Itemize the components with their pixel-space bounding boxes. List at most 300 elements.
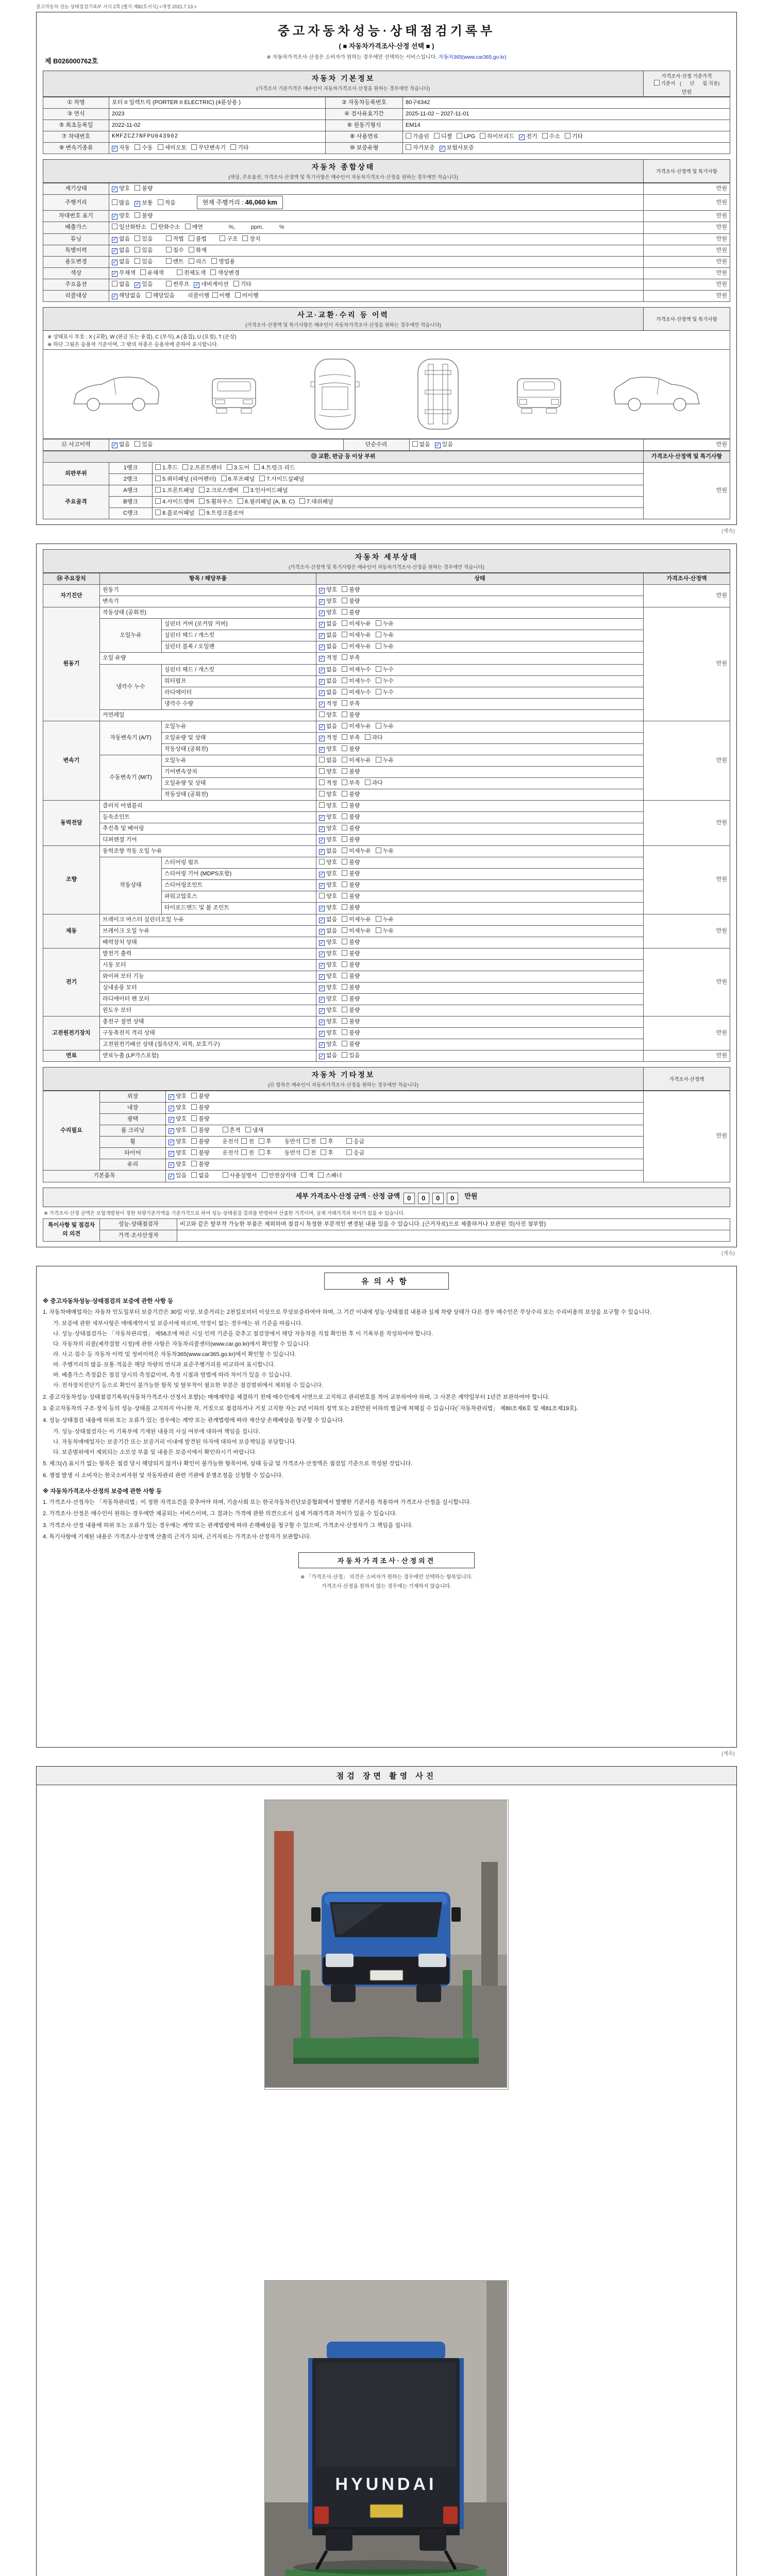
checkbox-unchecked-icon[interactable] bbox=[155, 476, 161, 481]
checkbox-checked-icon[interactable]: ✓ bbox=[320, 1054, 324, 1060]
checkbox-checked-icon[interactable]: ✓ bbox=[112, 248, 117, 254]
checkbox-unchecked-icon[interactable] bbox=[233, 281, 239, 286]
checkbox-unchecked-icon[interactable] bbox=[342, 734, 347, 740]
checkbox-option[interactable] bbox=[319, 700, 337, 708]
checkbox-unchecked-icon[interactable] bbox=[342, 677, 347, 683]
checkbox-option[interactable] bbox=[365, 779, 383, 788]
checkbox-checked-icon[interactable]: ✓ bbox=[320, 735, 324, 741]
checkbox-checked-icon[interactable]: ✓ bbox=[169, 1106, 174, 1112]
checkbox-option[interactable] bbox=[342, 824, 360, 833]
checkbox-unchecked-icon[interactable] bbox=[342, 848, 347, 853]
checkbox-option[interactable] bbox=[245, 1126, 263, 1135]
checkbox-option[interactable] bbox=[480, 132, 514, 141]
checkbox-option[interactable] bbox=[319, 631, 337, 640]
checkbox-option[interactable] bbox=[319, 1029, 337, 1038]
checkbox-option[interactable] bbox=[319, 984, 337, 992]
checkbox-option[interactable] bbox=[112, 258, 130, 266]
checkbox-unchecked-icon[interactable] bbox=[158, 144, 163, 150]
checkbox-option[interactable] bbox=[319, 1006, 337, 1015]
checkbox-option[interactable] bbox=[112, 199, 130, 208]
checkbox-unchecked-icon[interactable] bbox=[155, 498, 161, 504]
checkbox-unchecked-icon[interactable] bbox=[565, 133, 570, 139]
checkbox-unchecked-icon[interactable] bbox=[230, 144, 236, 150]
checkbox-option[interactable] bbox=[227, 464, 249, 472]
checkbox-checked-icon[interactable]: ✓ bbox=[169, 1094, 174, 1100]
checkbox-unchecked-icon[interactable] bbox=[155, 510, 161, 515]
checkbox-unchecked-icon[interactable] bbox=[342, 609, 347, 615]
checkbox-option[interactable] bbox=[185, 223, 203, 232]
checkbox-checked-icon[interactable]: ✓ bbox=[320, 815, 324, 821]
checkbox-option[interactable] bbox=[342, 597, 360, 606]
checkbox-unchecked-icon[interactable] bbox=[342, 654, 347, 660]
checkbox-unchecked-icon[interactable] bbox=[199, 487, 205, 493]
checkbox-option[interactable] bbox=[319, 1040, 337, 1049]
checkbox-checked-icon[interactable]: ✓ bbox=[435, 442, 440, 448]
checkbox-unchecked-icon[interactable] bbox=[112, 199, 117, 205]
checkbox-checked-icon[interactable]: ✓ bbox=[320, 1031, 324, 1037]
checkbox-option[interactable] bbox=[319, 1052, 337, 1060]
checkbox-option[interactable] bbox=[220, 235, 238, 244]
checkbox-unchecked-icon[interactable] bbox=[166, 281, 172, 286]
checkbox-option[interactable] bbox=[342, 938, 360, 947]
checkbox-unchecked-icon[interactable] bbox=[135, 258, 140, 264]
checkbox-option[interactable] bbox=[319, 745, 337, 754]
checkbox-option[interactable] bbox=[199, 486, 238, 495]
checkbox-option[interactable] bbox=[112, 184, 130, 193]
checkbox-option[interactable] bbox=[376, 688, 394, 697]
checkbox-unchecked-icon[interactable] bbox=[342, 689, 347, 694]
checkbox-option[interactable] bbox=[342, 802, 360, 810]
checkbox-option[interactable] bbox=[135, 258, 153, 266]
checkbox-option[interactable] bbox=[376, 916, 394, 924]
checkbox-checked-icon[interactable]: ✓ bbox=[320, 747, 324, 753]
checkbox-unchecked-icon[interactable] bbox=[346, 1149, 352, 1155]
checkbox-option[interactable] bbox=[112, 144, 130, 152]
checkbox-option[interactable] bbox=[135, 280, 153, 289]
checkbox-option[interactable] bbox=[342, 790, 360, 799]
checkbox-unchecked-icon[interactable] bbox=[342, 1052, 347, 1058]
checkbox-checked-icon[interactable]: ✓ bbox=[320, 622, 324, 628]
checkbox-unchecked-icon[interactable] bbox=[342, 927, 347, 933]
checkbox-option[interactable] bbox=[189, 258, 207, 266]
checkbox-option[interactable] bbox=[342, 927, 371, 936]
checkbox-option[interactable] bbox=[519, 132, 537, 141]
checkbox-option[interactable] bbox=[191, 1126, 209, 1135]
checkbox-checked-icon[interactable]: ✓ bbox=[320, 599, 324, 605]
checkbox-option[interactable] bbox=[135, 440, 153, 449]
checkbox-option[interactable] bbox=[319, 950, 337, 958]
checkbox-unchecked-icon[interactable] bbox=[301, 1172, 307, 1178]
checkbox-option[interactable] bbox=[155, 509, 194, 518]
checkbox-checked-icon[interactable]: ✓ bbox=[320, 974, 324, 980]
checkbox-option[interactable] bbox=[319, 916, 337, 924]
checkbox-unchecked-icon[interactable] bbox=[457, 133, 462, 139]
checkbox-option[interactable] bbox=[319, 688, 337, 697]
checkbox-checked-icon[interactable]: ✓ bbox=[169, 1162, 174, 1168]
checkbox-unchecked-icon[interactable] bbox=[235, 292, 241, 298]
checkbox-option[interactable] bbox=[169, 1126, 187, 1135]
checkbox-option[interactable] bbox=[342, 666, 371, 674]
checkbox-option[interactable] bbox=[169, 1115, 187, 1124]
checkbox-unchecked-icon[interactable] bbox=[262, 1172, 267, 1178]
checkbox-checked-icon[interactable]: ✓ bbox=[112, 236, 117, 243]
checkbox-unchecked-icon[interactable] bbox=[241, 1138, 247, 1144]
checkbox-option[interactable] bbox=[406, 132, 429, 141]
checkbox-unchecked-icon[interactable] bbox=[321, 1138, 326, 1144]
checkbox-unchecked-icon[interactable] bbox=[155, 464, 161, 470]
checkbox-option[interactable] bbox=[166, 280, 190, 289]
checkbox-checked-icon[interactable]: ✓ bbox=[320, 849, 324, 855]
checkbox-unchecked-icon[interactable] bbox=[304, 1138, 309, 1144]
checkbox-option[interactable] bbox=[319, 1018, 337, 1026]
checkbox-unchecked-icon[interactable] bbox=[434, 133, 440, 139]
checkbox-option[interactable] bbox=[342, 1006, 360, 1015]
checkbox-option[interactable] bbox=[191, 1115, 209, 1124]
checkbox-unchecked-icon[interactable] bbox=[259, 476, 265, 481]
checkbox-option[interactable] bbox=[243, 486, 288, 495]
checkbox-unchecked-icon[interactable] bbox=[191, 1149, 197, 1155]
checkbox-option[interactable] bbox=[112, 246, 130, 255]
checkbox-unchecked-icon[interactable] bbox=[191, 1172, 197, 1178]
checkbox-option[interactable] bbox=[166, 246, 184, 255]
checkbox-option[interactable] bbox=[189, 235, 207, 244]
checkbox-option[interactable] bbox=[189, 246, 207, 255]
checkbox-unchecked-icon[interactable] bbox=[342, 893, 347, 899]
checkbox-option[interactable] bbox=[112, 235, 130, 244]
checkbox-option[interactable] bbox=[169, 1160, 187, 1169]
checkbox-option[interactable] bbox=[342, 972, 360, 981]
checkbox-option[interactable] bbox=[112, 269, 136, 278]
checkbox-option[interactable] bbox=[342, 1052, 360, 1060]
checkbox-option[interactable] bbox=[155, 486, 194, 495]
checkbox-unchecked-icon[interactable] bbox=[135, 185, 140, 191]
checkbox-checked-icon[interactable]: ✓ bbox=[320, 917, 324, 923]
checkbox-checked-icon[interactable]: ✓ bbox=[320, 1042, 324, 1048]
checkbox-checked-icon[interactable]: ✓ bbox=[320, 690, 324, 696]
checkbox-option[interactable] bbox=[342, 734, 360, 742]
checkbox-unchecked-icon[interactable] bbox=[342, 779, 347, 785]
checkbox-unchecked-icon[interactable] bbox=[189, 258, 194, 264]
checkbox-option[interactable] bbox=[342, 892, 360, 901]
checkbox-unchecked-icon[interactable] bbox=[321, 1149, 326, 1155]
checkbox-option[interactable] bbox=[319, 711, 337, 720]
checkbox-option[interactable] bbox=[210, 269, 240, 278]
checkbox-unchecked-icon[interactable] bbox=[480, 133, 485, 139]
checkbox-option[interactable] bbox=[299, 498, 333, 506]
checkbox-unchecked-icon[interactable] bbox=[259, 1138, 264, 1144]
checkbox-checked-icon[interactable]: ✓ bbox=[320, 940, 324, 946]
checkbox-option[interactable] bbox=[342, 847, 371, 856]
checkbox-option[interactable] bbox=[342, 881, 360, 890]
checkbox-option[interactable] bbox=[151, 223, 180, 232]
checkbox-unchecked-icon[interactable] bbox=[342, 973, 347, 978]
checkbox-unchecked-icon[interactable] bbox=[376, 620, 381, 626]
checkbox-unchecked-icon[interactable] bbox=[342, 1018, 347, 1024]
checkbox-option[interactable] bbox=[169, 1138, 187, 1146]
checkbox-option[interactable] bbox=[346, 1149, 364, 1158]
checkbox-option[interactable] bbox=[235, 292, 259, 300]
checkbox-unchecked-icon[interactable] bbox=[140, 269, 146, 275]
checkbox-checked-icon[interactable]: ✓ bbox=[320, 1019, 324, 1025]
checkbox-checked-icon[interactable]: ✓ bbox=[320, 985, 324, 991]
checkbox-option[interactable] bbox=[191, 1149, 209, 1158]
checkbox-option[interactable] bbox=[376, 927, 394, 936]
checkbox-unchecked-icon[interactable] bbox=[342, 836, 347, 842]
checkbox-unchecked-icon[interactable] bbox=[376, 927, 381, 933]
checkbox-unchecked-icon[interactable] bbox=[342, 825, 347, 831]
checkbox-option[interactable] bbox=[342, 768, 360, 776]
checkbox-unchecked-icon[interactable] bbox=[223, 1172, 228, 1178]
checkbox-option[interactable] bbox=[342, 586, 360, 595]
checkbox-option[interactable] bbox=[342, 700, 360, 708]
checkbox-checked-icon[interactable]: ✓ bbox=[112, 442, 117, 448]
checkbox-unchecked-icon[interactable] bbox=[342, 700, 347, 706]
checkbox-unchecked-icon[interactable] bbox=[342, 643, 347, 649]
checkbox-unchecked-icon[interactable] bbox=[151, 224, 157, 229]
checkbox-unchecked-icon[interactable] bbox=[220, 235, 225, 241]
checkbox-option[interactable] bbox=[230, 144, 248, 152]
checkbox-checked-icon[interactable]: ✓ bbox=[320, 838, 324, 844]
checkbox-option[interactable] bbox=[457, 132, 475, 141]
checkbox-checked-icon[interactable]: ✓ bbox=[320, 883, 324, 889]
checkbox-unchecked-icon[interactable] bbox=[238, 498, 243, 504]
checkbox-unchecked-icon[interactable] bbox=[135, 144, 140, 150]
checkbox-option[interactable] bbox=[211, 258, 235, 266]
checkbox-unchecked-icon[interactable] bbox=[342, 598, 347, 603]
checkbox-option[interactable] bbox=[166, 258, 184, 266]
checkbox-unchecked-icon[interactable] bbox=[189, 247, 194, 252]
checkbox-checked-icon[interactable]: ✓ bbox=[135, 282, 140, 288]
checkbox-option[interactable] bbox=[254, 464, 295, 472]
checkbox-option[interactable] bbox=[342, 984, 360, 992]
checkbox-option[interactable] bbox=[304, 1138, 316, 1146]
checkbox-checked-icon[interactable]: ✓ bbox=[320, 906, 324, 912]
checkbox-checked-icon[interactable]: ✓ bbox=[519, 134, 524, 141]
checkbox-option[interactable] bbox=[259, 475, 304, 484]
checkbox-checked-icon[interactable]: ✓ bbox=[112, 214, 117, 220]
checkbox-unchecked-icon[interactable] bbox=[542, 133, 548, 139]
checkbox-checked-icon[interactable]: ✓ bbox=[135, 201, 140, 207]
checkbox-option[interactable] bbox=[342, 756, 371, 765]
checkbox-option[interactable] bbox=[654, 79, 676, 87]
checkbox-option[interactable] bbox=[342, 722, 371, 731]
checkbox-option[interactable] bbox=[376, 666, 394, 674]
checkbox-option[interactable] bbox=[319, 870, 337, 878]
checkbox-unchecked-icon[interactable] bbox=[342, 620, 347, 626]
checkbox-unchecked-icon[interactable] bbox=[245, 1127, 251, 1132]
checkbox-unchecked-icon[interactable] bbox=[243, 487, 249, 493]
checkbox-option[interactable] bbox=[376, 642, 394, 651]
checkbox-checked-icon[interactable]: ✓ bbox=[320, 679, 324, 685]
checkbox-option[interactable] bbox=[155, 475, 216, 484]
checkbox-option[interactable] bbox=[319, 597, 337, 606]
checkbox-checked-icon[interactable]: ✓ bbox=[320, 928, 324, 935]
checkbox-option[interactable] bbox=[112, 280, 130, 289]
checkbox-option[interactable] bbox=[435, 440, 453, 449]
subnote-link[interactable]: 자동차365(www.car365.go.kr) bbox=[438, 55, 507, 60]
checkbox-option[interactable] bbox=[301, 1172, 314, 1180]
checkbox-checked-icon[interactable]: ✓ bbox=[169, 1174, 174, 1180]
checkbox-option[interactable] bbox=[194, 280, 228, 289]
checkbox-checked-icon[interactable]: ✓ bbox=[320, 962, 324, 969]
checkbox-checked-icon[interactable]: ✓ bbox=[320, 826, 324, 833]
checkbox-option[interactable] bbox=[342, 745, 360, 754]
checkbox-unchecked-icon[interactable] bbox=[342, 916, 347, 922]
checkbox-unchecked-icon[interactable] bbox=[319, 791, 325, 796]
checkbox-option[interactable] bbox=[319, 904, 337, 912]
checkbox-option[interactable] bbox=[319, 722, 337, 731]
checkbox-option[interactable] bbox=[342, 779, 360, 788]
checkbox-unchecked-icon[interactable] bbox=[318, 1172, 324, 1178]
checkbox-option[interactable] bbox=[169, 1104, 187, 1112]
checkbox-option[interactable] bbox=[135, 184, 153, 193]
checkbox-option[interactable] bbox=[319, 824, 337, 833]
checkbox-unchecked-icon[interactable] bbox=[376, 666, 381, 672]
checkbox-option[interactable] bbox=[319, 768, 337, 776]
checkbox-option[interactable] bbox=[346, 1138, 364, 1146]
checkbox-option[interactable] bbox=[342, 904, 360, 912]
checkbox-checked-icon[interactable]: ✓ bbox=[194, 282, 199, 288]
checkbox-unchecked-icon[interactable] bbox=[319, 768, 325, 774]
checkbox-option[interactable] bbox=[319, 779, 337, 788]
checkbox-option[interactable] bbox=[342, 1018, 360, 1026]
checkbox-unchecked-icon[interactable] bbox=[376, 848, 381, 853]
checkbox-option[interactable] bbox=[112, 292, 141, 300]
checkbox-option[interactable] bbox=[440, 144, 474, 152]
checkbox-option[interactable] bbox=[155, 498, 194, 506]
checkbox-unchecked-icon[interactable] bbox=[376, 916, 381, 922]
checkbox-unchecked-icon[interactable] bbox=[342, 995, 347, 1001]
checkbox-unchecked-icon[interactable] bbox=[654, 80, 660, 86]
checkbox-option[interactable] bbox=[223, 1172, 257, 1180]
checkbox-option[interactable] bbox=[135, 212, 153, 221]
checkbox-unchecked-icon[interactable] bbox=[211, 258, 217, 264]
checkbox-option[interactable] bbox=[319, 608, 337, 617]
checkbox-unchecked-icon[interactable] bbox=[112, 224, 117, 229]
checkbox-option[interactable] bbox=[233, 280, 251, 289]
checkbox-unchecked-icon[interactable] bbox=[212, 292, 218, 298]
checkbox-option[interactable] bbox=[238, 498, 295, 506]
checkbox-option[interactable] bbox=[182, 464, 222, 472]
checkbox-option[interactable] bbox=[319, 881, 337, 890]
checkbox-option[interactable] bbox=[135, 144, 153, 152]
checkbox-option[interactable] bbox=[259, 1138, 272, 1146]
checkbox-unchecked-icon[interactable] bbox=[227, 464, 232, 470]
checkbox-unchecked-icon[interactable] bbox=[191, 1104, 197, 1110]
checkbox-option[interactable] bbox=[434, 132, 452, 141]
checkbox-checked-icon[interactable]: ✓ bbox=[320, 951, 324, 957]
checkbox-unchecked-icon[interactable] bbox=[342, 1007, 347, 1012]
checkbox-option[interactable] bbox=[191, 1138, 209, 1146]
checkbox-unchecked-icon[interactable] bbox=[135, 212, 140, 218]
checkbox-option[interactable] bbox=[319, 927, 337, 936]
checkbox-unchecked-icon[interactable] bbox=[135, 235, 140, 241]
checkbox-option[interactable] bbox=[177, 269, 206, 278]
checkbox-unchecked-icon[interactable] bbox=[342, 1041, 347, 1046]
checkbox-unchecked-icon[interactable] bbox=[342, 632, 347, 637]
checkbox-unchecked-icon[interactable] bbox=[191, 1093, 197, 1098]
checkbox-unchecked-icon[interactable] bbox=[166, 258, 172, 264]
checkbox-option[interactable] bbox=[342, 654, 360, 663]
checkbox-unchecked-icon[interactable] bbox=[406, 144, 411, 150]
checkbox-checked-icon[interactable]: ✓ bbox=[112, 270, 117, 277]
checkbox-unchecked-icon[interactable] bbox=[342, 757, 347, 762]
checkbox-checked-icon[interactable]: ✓ bbox=[320, 656, 324, 662]
checkbox-checked-icon[interactable]: ✓ bbox=[320, 872, 324, 878]
checkbox-option[interactable] bbox=[319, 790, 337, 799]
checkbox-unchecked-icon[interactable] bbox=[342, 1029, 347, 1035]
checkbox-unchecked-icon[interactable] bbox=[376, 643, 381, 649]
checkbox-option[interactable] bbox=[342, 836, 360, 844]
checkbox-unchecked-icon[interactable] bbox=[319, 757, 325, 762]
checkbox-option[interactable] bbox=[319, 642, 337, 651]
checkbox-option[interactable] bbox=[158, 144, 187, 152]
checkbox-unchecked-icon[interactable] bbox=[342, 882, 347, 887]
checkbox-option[interactable] bbox=[319, 938, 337, 947]
checkbox-unchecked-icon[interactable] bbox=[223, 1127, 228, 1132]
checkbox-unchecked-icon[interactable] bbox=[365, 734, 371, 740]
checkbox-option[interactable] bbox=[166, 235, 184, 244]
checkbox-unchecked-icon[interactable] bbox=[346, 1138, 352, 1144]
checkbox-unchecked-icon[interactable] bbox=[406, 133, 411, 139]
checkbox-unchecked-icon[interactable] bbox=[376, 632, 381, 637]
checkbox-unchecked-icon[interactable] bbox=[342, 814, 347, 819]
checkbox-option[interactable] bbox=[319, 858, 337, 867]
checkbox-option[interactable] bbox=[319, 892, 337, 901]
checkbox-option[interactable] bbox=[304, 1149, 316, 1158]
checkbox-unchecked-icon[interactable] bbox=[342, 802, 347, 808]
checkbox-option[interactable] bbox=[319, 961, 337, 970]
checkbox-option[interactable] bbox=[242, 235, 260, 244]
checkbox-option[interactable] bbox=[319, 620, 337, 629]
checkbox-option[interactable] bbox=[319, 847, 337, 856]
checkbox-option[interactable] bbox=[342, 916, 371, 924]
checkbox-option[interactable] bbox=[221, 475, 255, 484]
checkbox-unchecked-icon[interactable] bbox=[319, 859, 325, 865]
checkbox-unchecked-icon[interactable] bbox=[412, 441, 418, 447]
checkbox-unchecked-icon[interactable] bbox=[242, 235, 248, 241]
checkbox-unchecked-icon[interactable] bbox=[191, 1115, 197, 1121]
checkbox-unchecked-icon[interactable] bbox=[199, 510, 205, 515]
checkbox-option[interactable] bbox=[319, 995, 337, 1004]
checkbox-option[interactable] bbox=[342, 961, 360, 970]
checkbox-checked-icon[interactable]: ✓ bbox=[112, 293, 117, 299]
checkbox-unchecked-icon[interactable] bbox=[342, 984, 347, 990]
checkbox-checked-icon[interactable]: ✓ bbox=[169, 1140, 174, 1146]
checkbox-unchecked-icon[interactable] bbox=[376, 757, 381, 762]
checkbox-unchecked-icon[interactable] bbox=[342, 870, 347, 876]
checkbox-unchecked-icon[interactable] bbox=[299, 498, 305, 504]
checkbox-unchecked-icon[interactable] bbox=[319, 779, 325, 785]
checkbox-unchecked-icon[interactable] bbox=[182, 464, 188, 470]
checkbox-checked-icon[interactable]: ✓ bbox=[320, 633, 324, 639]
checkbox-option[interactable] bbox=[191, 1172, 209, 1180]
checkbox-unchecked-icon[interactable] bbox=[342, 859, 347, 865]
checkbox-option[interactable] bbox=[191, 1160, 209, 1169]
checkbox-unchecked-icon[interactable] bbox=[210, 269, 216, 275]
checkbox-checked-icon[interactable]: ✓ bbox=[169, 1128, 174, 1134]
checkbox-unchecked-icon[interactable] bbox=[191, 1138, 197, 1144]
checkbox-option[interactable] bbox=[212, 292, 230, 300]
checkbox-option[interactable] bbox=[406, 144, 435, 152]
checkbox-checked-icon[interactable]: ✓ bbox=[440, 146, 445, 152]
checkbox-option[interactable] bbox=[140, 269, 164, 278]
checkbox-option[interactable] bbox=[199, 509, 244, 518]
checkbox-option[interactable] bbox=[319, 972, 337, 981]
checkbox-option[interactable] bbox=[342, 995, 360, 1004]
checkbox-unchecked-icon[interactable] bbox=[376, 689, 381, 694]
checkbox-checked-icon[interactable]: ✓ bbox=[112, 187, 117, 193]
